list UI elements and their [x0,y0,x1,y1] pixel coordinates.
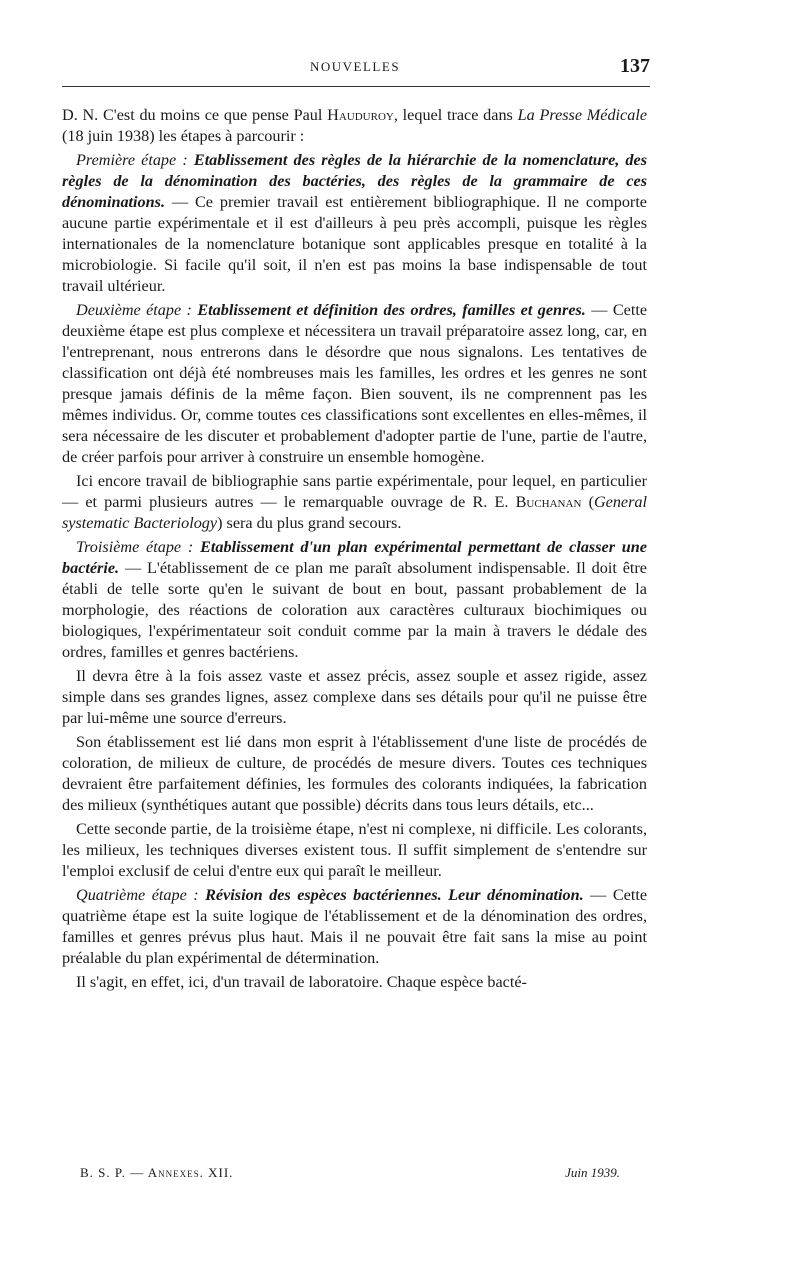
paragraph-step-2: Deuxième étape : Etablissement et définition des ordres, familles et genres. — Cette deuxième étape est plus complexe et nécessitera un travail préparatoire assez long, car, en l'entreprenant, nous entrerons dans le désordre que nous signalons. Les tentatives de classification ont déjà été nombreuses mais les familles, les ordres et les genres ne sont presque jamais définis de la même façon. Bien souvent, ils ne comprennent pas les mêmes individus. Or, comme toutes ces classifications sont excellentes en elles-mêmes, il sera nécessaire de les discuter et probablement d'adopter partie de l'une, partie de l'autre, de créer parfois pour arriver à construire un ensemble homogène. [62,301,648,466]
footer-date: Juin 1939. [565,1165,620,1180]
book-title: General systematic Bacteriology [62,493,648,532]
paragraph-step-1: Première étape : Etablissement des règles de la hiérarchie de la nomenclature, des règles de la dénomination des bactéries, des règles de la grammaire de ces dénominations. — Ce premier travail est entièrement bibliographique. Il ne comporte aucune partie expérimentale et il est d'ailleurs à peu près accompli, puisque les règles internationales de la nomenclature botanique sont applicables presque en totalité à la microbiologie. Si facile qu'il soit, il n'en est pas moins la base indispensable de tout travail ultérieur. [62,151,648,295]
footer-reference: B. S. P. — Annexes. XII. [80,1165,234,1180]
paragraph: Son établissement est lié dans mon esprit à l'établissement d'une liste de procédés de coloration, de milieux de culture, de procédés de mesure divers. Toutes ces techniques devraient être parfaitement définies, les formules des colorants indiquées, la fabrication des milieux (synthétiques autant que possible) décrits dans tous leurs détails, etc... [62,733,647,814]
paragraph-intro: D. N. C'est du moins ce que pense Paul Hauduroy, lequel trace dans La Presse Médicale (18 juin 1938) les étapes à parcourir : [62,106,648,145]
step-label: Première étape : [76,151,188,169]
paragraph-step-3: Troisième étape : Etablissement d'un plan expérimental permettant de classer une bactérie. — L'établissement de ce plan me paraît absolument indispensable. Il doit être établi de telle sorte qu'en le suivant de bout en bout, passant probablement de la morphologie, des réactions de coloration aux caractères culturaux biochimiques ou biologiques, l'expérimentateur soit conduit comme par la main à travers le dédale des ordres, familles et genres bactériens. [62,538,647,661]
step-label: Troisième étape : [76,538,194,556]
body-text [62,105,647,996]
paragraph-bibliography: Ici encore travail de bibliographie sans partie expérimentale, pour lequel, en particulier — et parmi plusieurs autres — le remarquable ouvrage de R. E. Buchanan (General systematic Bacteriology) sera du plus grand secours. [62,472,648,532]
step-heading: Révision des espèces bactériennes. Leur dénomination. [205,886,584,904]
author-name: Buchanan [515,493,582,511]
page-number: 137 [620,55,650,77]
step-heading: Etablissement et définition des ordres, familles et genres. [197,301,586,319]
journal-title: La Presse Médicale [517,106,648,124]
paragraph: Il devra être à la fois assez vaste et assez précis, assez souple et assez rigide, assez simple dans ses grandes lignes, assez complexe dans ses détails pour qu'il ne puisse être par lui-même une source d'erreurs. [62,667,647,727]
paragraph: Il s'agit, en effet, ici, d'un travail de laboratoire. Chaque espèce bacté- [76,973,527,991]
header-rule [62,86,650,87]
paragraph: Cette seconde partie, de la troisième étape, n'est ni complexe, ni difficile. Les colorants, les milieux, les techniques diverses existent tous. Il suffit simplement de s'entendre sur l'emploi exclusif de celui d'entre eux qui paraît le meilleur. [62,820,647,880]
running-header [60,57,650,83]
author-name: Hauduroy [327,106,394,124]
paragraph-step-4: Quatrième étape : Révision des espèces bactériennes. Leur dénomination. — Cette quatrième étape est la suite logique de l'établissement et de la dénomination des ordres, familles et genres prévus plus haut. Mais il ne pouvait être fait sans la mise au point préalable du plan expérimental de détermination. [62,886,647,967]
step-heading: Etablissement d'un plan expérimental permettant de classer une bactérie. [62,538,647,577]
running-title: NOUVELLES [310,59,401,74]
step-label: Deuxième étape : [76,301,192,319]
step-label: Quatrième étape : [76,886,199,904]
step-heading: Etablissement des règles de la hiérarchie de la nomenclature, des règles de la dénomination des bactéries, des règles de la grammaire de ces dénominations. [62,151,648,211]
